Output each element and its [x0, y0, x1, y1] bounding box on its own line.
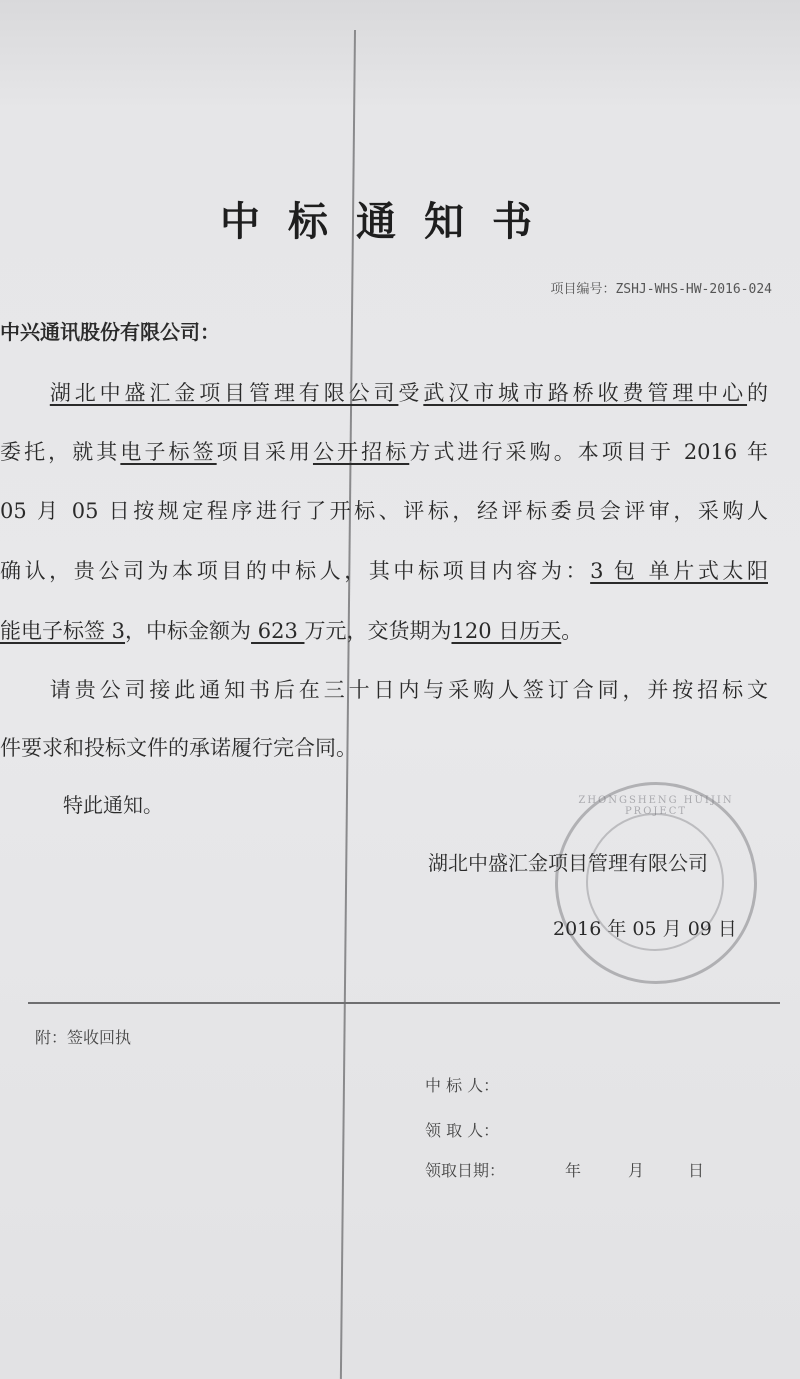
closing-text: 特此通知。 — [63, 793, 163, 817]
text-segment: 的 — [747, 381, 769, 405]
underlined-text: 120 日历天 — [451, 619, 562, 643]
paragraph-2-line: 件要求和投标文件的承诺履行完合同。 — [0, 736, 357, 760]
text-segment: 委托，就其 — [0, 440, 121, 464]
year-label: 年 — [565, 1161, 582, 1180]
paragraph-1-line — [0, 556, 768, 586]
paragraph-1-line — [0, 616, 582, 646]
receipt-heading: 附：签收回执 — [35, 1028, 132, 1047]
text-segment: 确认，贵公司为本项目的中标人，其中标项目内容为： — [0, 559, 591, 583]
signing-date: 2016 年 05 月 09 日 — [553, 918, 737, 940]
paragraph-2-line: 请贵公司接此通知书后在三十日内与采购人签订合同，并按招标文 — [0, 678, 768, 702]
paragraph-1-line — [0, 496, 768, 526]
text-segment: 万元，交货期为 — [304, 619, 452, 643]
addressee: 中兴通讯股份有限公司： — [0, 320, 220, 344]
text-segment: 项目采用 — [216, 440, 313, 464]
winner-label: 中 标 人： — [425, 1076, 500, 1095]
text-segment: 05 月 05 日按规定程序进行了开标、评标，经评标委员会评审，采购人 — [0, 499, 768, 523]
signing-company: 湖北中盛汇金项目管理有限公司 — [428, 851, 708, 875]
text-segment — [0, 381, 50, 405]
underlined-text: 623 — [251, 619, 305, 643]
seal-text: ZHONGSHENG HUIJIN PROJECT — [578, 795, 734, 817]
text-segment: ，中标金额为 — [125, 619, 252, 643]
receiver-label: 领 取 人： — [425, 1121, 500, 1140]
paragraph-1-line — [0, 378, 768, 408]
underlined-text: 能电子标签 3 — [0, 619, 126, 643]
underlined-text: 3 包 单片式太阳 — [590, 559, 768, 583]
underlined-text: 湖北中盛汇金项目管理有限公司 — [49, 381, 399, 405]
company-seal — [555, 782, 757, 984]
underlined-text: 武汉市城市路桥收费管理中心 — [423, 381, 748, 405]
project-number: 项目编号：ZSHJ-WHS-HW-2016-024 — [550, 282, 772, 297]
divider — [28, 1002, 780, 1004]
text-segment: 。 — [561, 619, 583, 643]
underlined-text: 公开招标 — [312, 440, 410, 464]
document-title: 中标通知书 — [220, 199, 560, 245]
day-label: 日 — [688, 1161, 705, 1180]
text-segment: 方式进行采购。本项目于 2016 年 — [409, 440, 769, 464]
month-label: 月 — [628, 1161, 645, 1180]
text-segment: 受 — [398, 381, 424, 405]
receive-date-label: 领取日期： — [425, 1161, 506, 1180]
underlined-text: 电子标签 — [120, 440, 217, 464]
paragraph-1-line — [0, 437, 768, 467]
